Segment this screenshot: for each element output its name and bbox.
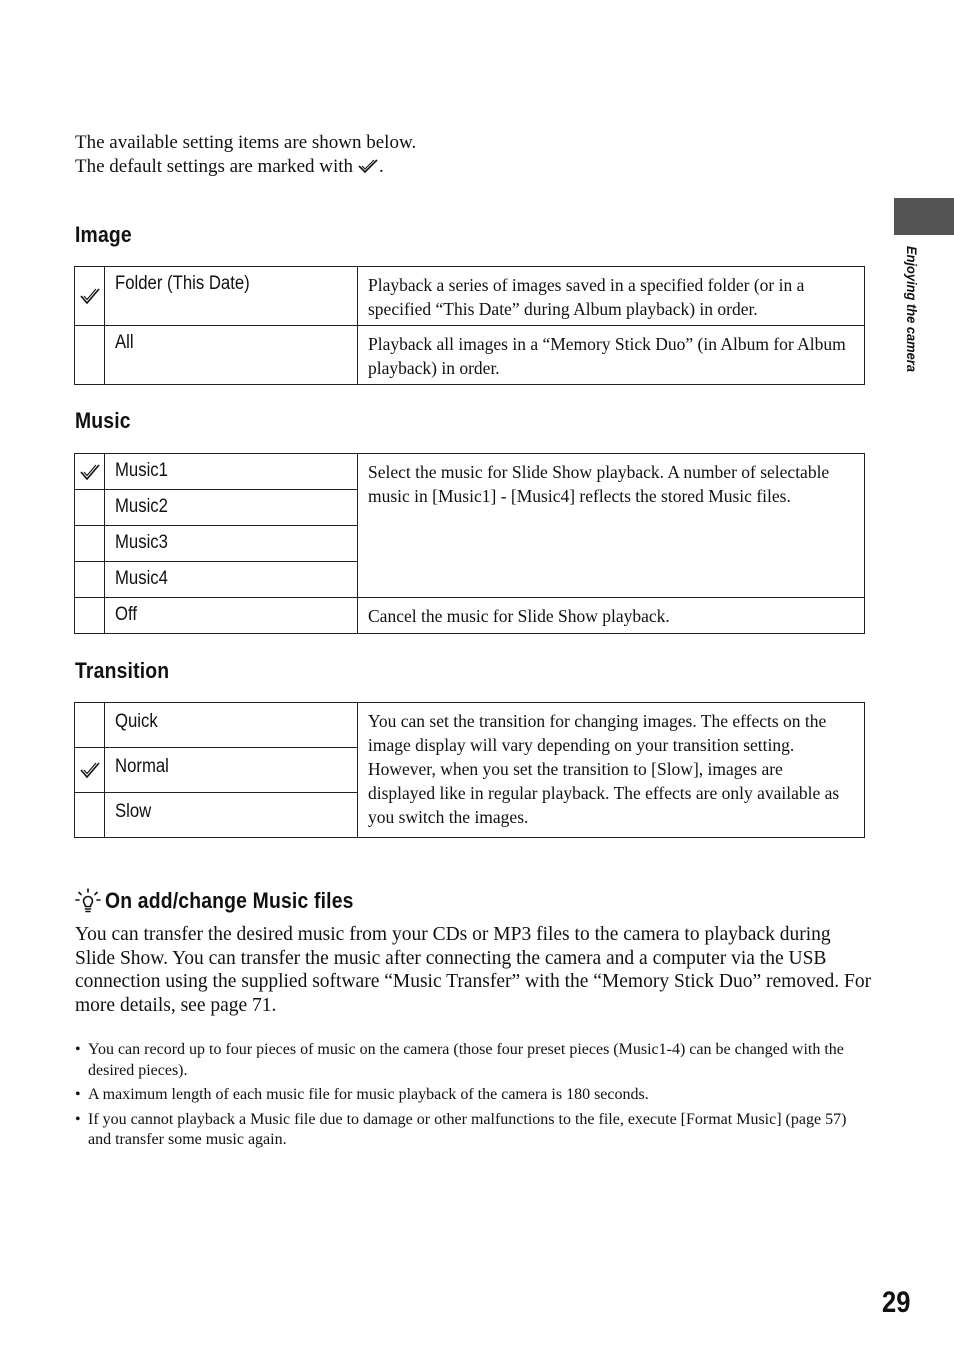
option-name: Off <box>105 598 358 634</box>
option-name: Music2 <box>105 490 358 526</box>
transition-table <box>74 702 865 838</box>
option-name: Folder (This Date) <box>105 267 358 326</box>
option-description: You can set the transition for changing images. The effects on the image display will vary depending on your transition setting. However, when you set the transition to [Slow], images are displayed like in regular playback. The effects are only available as you switch the images. <box>358 703 865 838</box>
image-table <box>74 266 865 385</box>
table-row <box>75 326 865 385</box>
option-name: Normal <box>105 748 358 793</box>
check-cell <box>75 793 105 838</box>
side-tab-marker <box>894 198 954 235</box>
default-check-icon <box>79 463 101 481</box>
tip-heading <box>75 888 388 914</box>
default-check-icon <box>79 761 101 779</box>
tip-body: You can transfer the desired music from your CDs or MP3 files to the camera to playback during Slide Show. You can transfer the music after connecting the camera and a computer via the USB connection using the supplied software “Music Transfer” with the “Memory Stick Duo” removed. For more details, see page 71. <box>75 924 872 1016</box>
default-check-cell <box>75 454 105 490</box>
option-description: Playback a series of images saved in a specified folder (or in a specified “This Date” during Album playback) in order. <box>358 267 865 326</box>
intro-line-2-text: The default settings are marked with <box>75 156 354 177</box>
music-table <box>74 453 865 634</box>
check-cell <box>75 562 105 598</box>
list-item: • You can record up to four pieces of music on the camera (those four preset pieces (Music1-4) can be changed with the desired pieces). <box>75 1040 865 1081</box>
list-item: • A maximum length of each music file for music playback of the camera is 180 seconds. <box>75 1085 865 1106</box>
music-heading: Music <box>75 408 131 433</box>
table-row <box>75 703 865 748</box>
tip-title: On add/change Music files <box>105 888 354 913</box>
default-check-icon <box>357 157 379 173</box>
option-name: Quick <box>105 703 358 748</box>
check-cell <box>75 326 105 385</box>
intro-line-2 <box>75 155 416 179</box>
image-heading: Image <box>75 222 132 247</box>
page-number: 29 <box>881 1286 910 1319</box>
option-name: Music1 <box>105 454 358 490</box>
intro-text <box>75 131 416 179</box>
table-row <box>75 598 865 634</box>
option-description: Cancel the music for Slide Show playback. <box>358 598 865 634</box>
check-cell <box>75 598 105 634</box>
default-check-icon <box>79 287 101 305</box>
option-name: All <box>105 326 358 385</box>
table-row <box>75 454 865 490</box>
default-check-cell <box>75 748 105 793</box>
check-cell <box>75 490 105 526</box>
option-description: Playback all images in a “Memory Stick Duo” (in Album for Album playback) in order. <box>358 326 865 385</box>
intro-line-2-end: . <box>379 156 384 177</box>
transition-heading: Transition <box>75 658 170 683</box>
option-name: Music4 <box>105 562 358 598</box>
default-check-cell <box>75 267 105 326</box>
check-cell <box>75 526 105 562</box>
table-row <box>75 267 865 326</box>
side-chapter-label: Enjoying the camera <box>904 246 920 372</box>
option-name: Music3 <box>105 526 358 562</box>
check-cell <box>75 703 105 748</box>
list-item: • If you cannot playback a Music file due to damage or other malfunctions to the file, execute [Format Music] (page 57) and transfer some music again. <box>75 1110 865 1151</box>
notes-list <box>75 1040 865 1155</box>
lightbulb-icon <box>75 888 101 914</box>
option-description: Select the music for Slide Show playback. A number of selectable music in [Music1] - [Music4] reflects the stored Music files. <box>358 454 865 598</box>
option-name: Slow <box>105 793 358 838</box>
intro-line-1: The available setting items are shown below. <box>75 132 417 153</box>
